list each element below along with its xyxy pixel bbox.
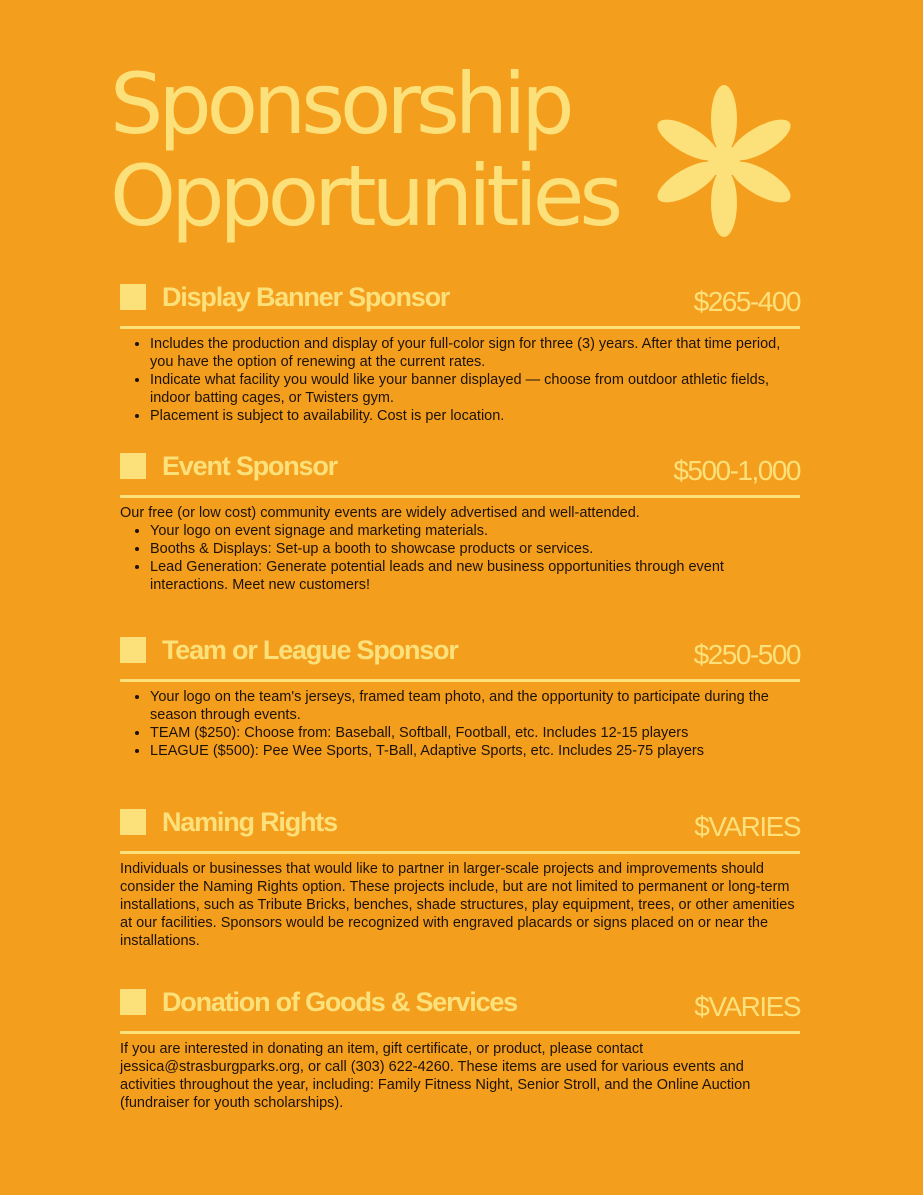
section-title: Team or League Sponsor [162,635,458,665]
page-title [110,55,619,245]
section-header [120,805,800,849]
section-body [120,1040,800,1112]
title-line-1: Sponsorship [110,55,570,153]
list-item: • Placement is subject to availability. Cost is per location. [150,407,800,425]
square-bullet-icon [120,637,146,663]
list-item: • TEAM ($250): Choose from: Baseball, Softball, Football, etc. Includes 12-15 players [150,724,800,742]
section-price: $VARIES [694,991,800,1022]
section-paragraph: If you are interested in donating an item, gift certificate, or product, please contact jessica@strasburgparks.org, or call (303) 622-4260. These items are used for various events and activities throughout the year, including: Family Fitness Night, Senior Stroll, and the Online Auction (fundraiser for youth scholarships). [120,1041,751,1111]
list-item: • Booths & Displays: Set-up a booth to showcase products or services. [150,540,800,558]
divider [120,495,800,498]
section-header [120,280,800,324]
section-event-sponsor [120,449,800,594]
section-donation [120,985,800,1112]
section-header [120,449,800,493]
section-body [120,335,800,425]
section-team-league [120,633,800,760]
list-item: • LEAGUE ($500): Pee Wee Sports, T-Ball, Adaptive Sports, etc. Includes 25-75 players [150,742,800,760]
divider [120,326,800,329]
section-price: $250-500 [693,639,800,670]
section-naming-rights [120,805,800,950]
title-line-2: Opportunities [110,147,619,245]
square-bullet-icon [120,284,146,310]
asterisk-icon [648,85,800,237]
divider [120,679,800,682]
square-bullet-icon [120,989,146,1015]
section-title: Display Banner Sponsor [162,282,450,312]
section-price: $265-400 [693,286,800,317]
square-bullet-icon [120,453,146,479]
section-body [120,860,800,950]
section-price: $VARIES [694,811,800,842]
list-item: • Includes the production and display of your full-color sign for three (3) years. After that time period, you have the option of renewing at the current rates. [150,335,800,371]
list-item: • Lead Generation: Generate potential leads and new business opportunities through event interactions. Meet new customers! [150,558,800,594]
divider [120,851,800,854]
section-title: Naming Rights [162,807,337,837]
section-body [120,688,800,760]
section-paragraph: Individuals or businesses that would like to partner in larger-scale projects and improvements should consider the Naming Rights option. These projects include, but are not limited to permanent or long-term installations, such as Tribute Bricks, benches, shade structures, play equipment, trees, or other amenities at our facilities. Sponsors would be recognized with engraved placards or signs placed on or near the installations. [120,861,795,949]
asterisk-petal [711,85,737,153]
section-intro: Our free (or low cost) community events are widely advertised and well-attended. [120,505,640,521]
section-display-banner [120,280,800,425]
section-title: Donation of Goods & Services [162,987,517,1017]
list-item: • Indicate what facility you would like your banner displayed — choose from outdoor athletic fields, indoor batting cages, or Twisters gym. [150,371,800,407]
section-header [120,633,800,677]
section-header [120,985,800,1029]
square-bullet-icon [120,809,146,835]
list-item: • Your logo on the team's jerseys, framed team photo, and the opportunity to participate during the season through events. [150,688,800,724]
section-title: Event Sponsor [162,451,337,481]
list-item: • Your logo on event signage and marketing materials. [150,522,800,540]
section-price: $500-1,000 [673,455,800,486]
divider [120,1031,800,1034]
section-body [120,504,800,594]
